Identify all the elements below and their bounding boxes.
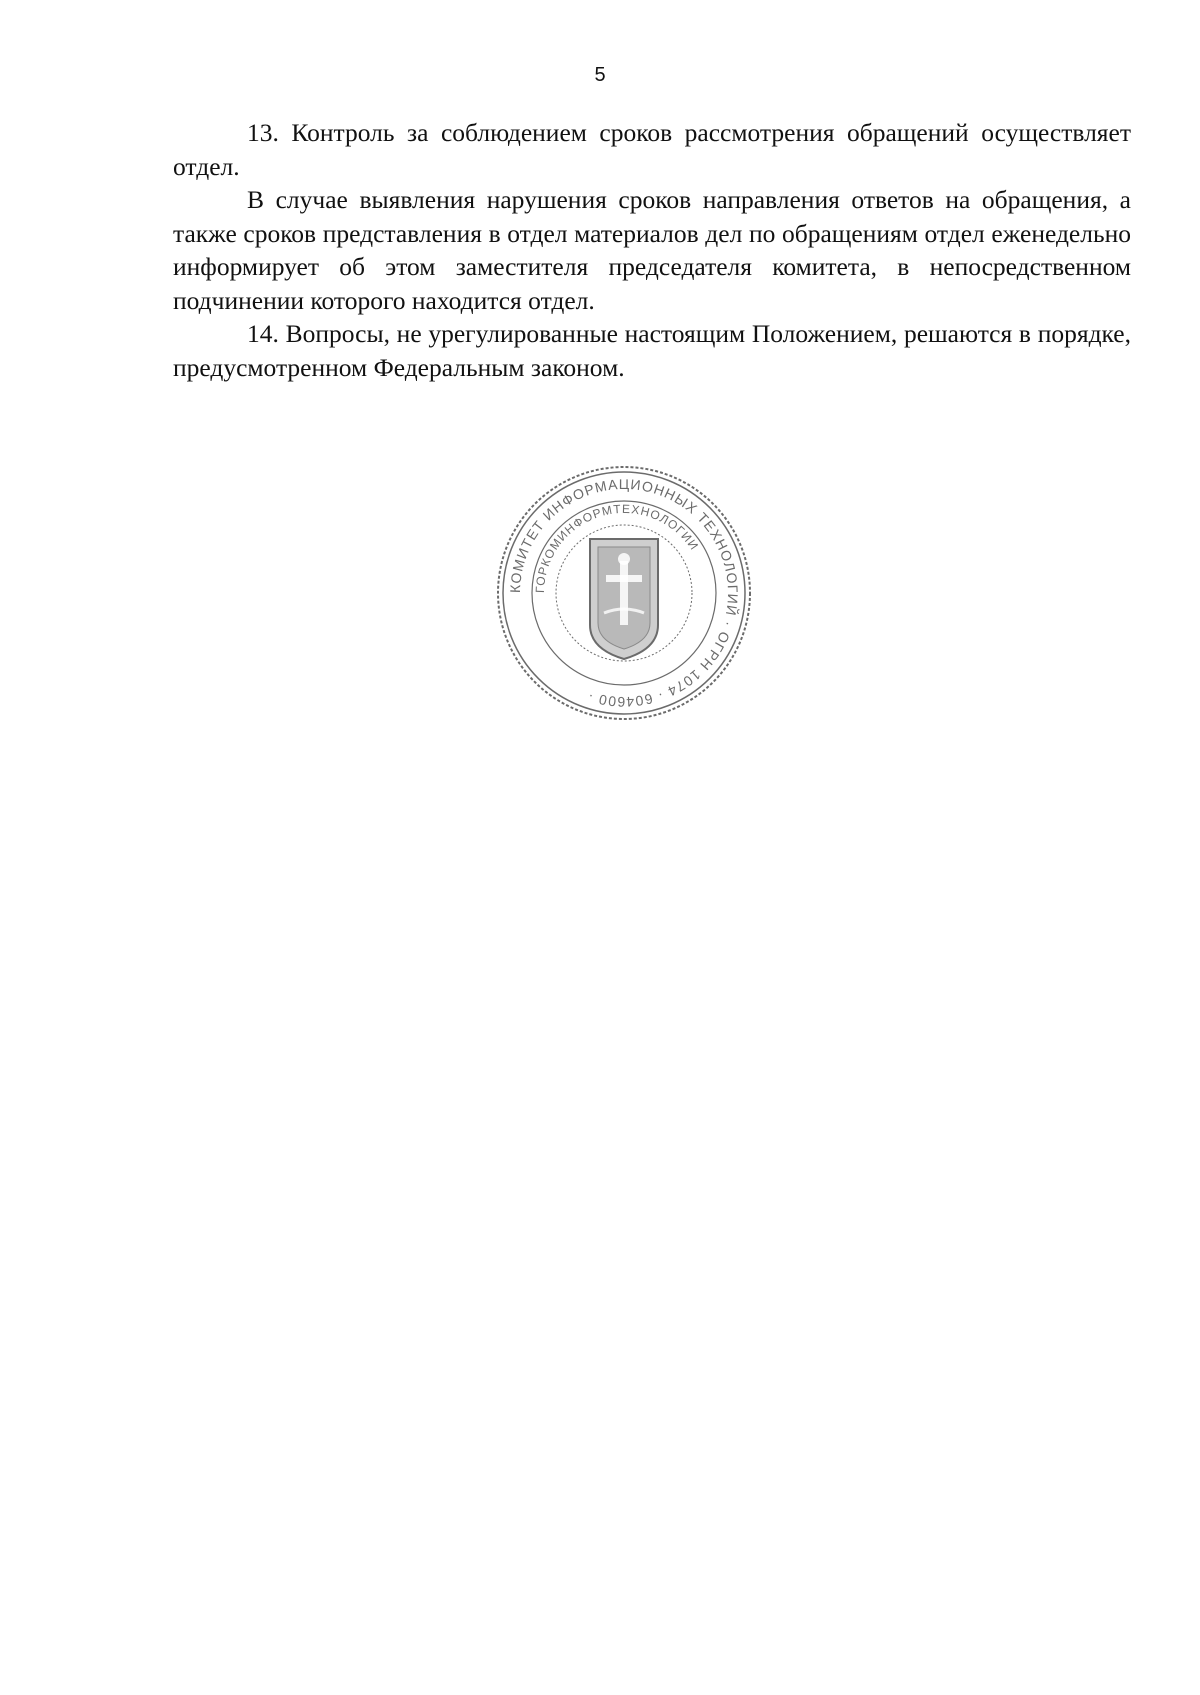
- paragraph-13: 13. Контроль за соблюдением сроков рассмотрения обращений осуществляет отдел.: [173, 118, 1131, 181]
- official-seal: [494, 463, 754, 723]
- coat-of-arms-icon: [590, 539, 658, 659]
- seal-outer-text: КОМИТЕТ ИНФОРМАЦИОННЫХ ТЕХНОЛОГИЙ · ОГРН 1074 · 604600 ·: [506, 475, 742, 711]
- seal-inner-text: ГОРКОМИНФОРМТЕХНОЛОГИИ: [532, 501, 702, 594]
- seal-graphic: [494, 463, 754, 723]
- page-number: 5: [594, 64, 606, 86]
- document-body: [173, 116, 1131, 384]
- paragraph-14: 14. Вопросы, не урегулированные настоящим Положением, решаются в порядке, предусмотренном Федеральным законом.: [173, 319, 1131, 382]
- paragraph-13-violation: В случае выявления нарушения сроков направления ответов на обращения, а также сроков представления в отдел материалов дел по обращениям отдел еженедельно информирует об этом заместителя председателя комитета, в непосредственном подчинении которого находится отдел.: [173, 185, 1131, 315]
